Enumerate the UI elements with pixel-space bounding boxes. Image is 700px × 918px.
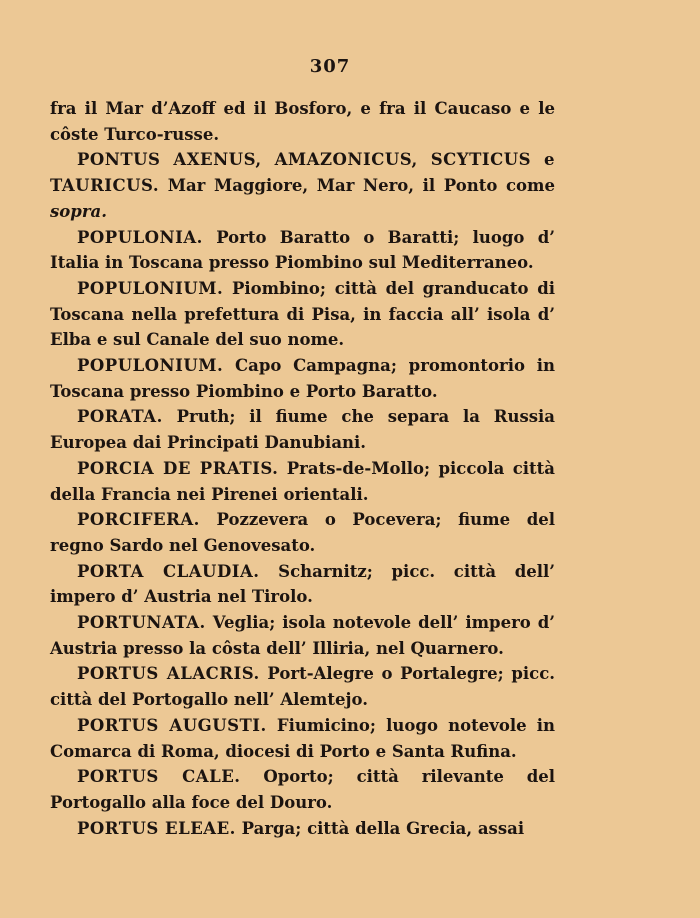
- entry-text: Fiumicino; luogo notevole in Comarca di Roma, diocesi di Porto e Santa Rufina.: [50, 715, 555, 761]
- page-number: 307: [309, 56, 351, 77]
- entry-text: Piombino; città del granducato di Toscana nella prefettura di Pisa, in faccia all’ isola d’ Elba e sul Canale del suo nome.: [50, 278, 555, 350]
- entry-headword: PORCIA DE PRATIS.: [77, 458, 279, 478]
- entry-text-italic: sopra.: [50, 201, 107, 221]
- entry-populonia: [50, 225, 555, 276]
- entry-text: Scharnitz; picc. città dell’ impero d’ Austria nel Tirolo.: [50, 561, 556, 607]
- entry-headword: PORATA.: [77, 407, 163, 427]
- entry-text: Pozzevera o Pocevera; fiume del regno Sardo nel Genovesato.: [50, 510, 555, 555]
- entry-porcia-de-pratis: [50, 456, 555, 507]
- entry-headword: PORTUS CALE.: [77, 767, 241, 787]
- entry-headword: PORCIFERA.: [77, 510, 200, 530]
- entry-headword: POPULONIUM.: [77, 356, 224, 376]
- entry-porcifera: [50, 507, 555, 558]
- entry-portus-alacris: [50, 661, 555, 712]
- entry-text: Mar Maggiore, Mar Nero, il Ponto come: [159, 176, 555, 196]
- entry-headword: PORTUS ELEAE.: [77, 818, 236, 838]
- entry-text: Prats-de-Mollo; piccola città della Francia nei Pirenei orientali.: [50, 458, 555, 504]
- entry-text: Capo Campagna; promontorio in Toscana presso Piombino e Porto Baratto.: [50, 356, 555, 401]
- entry-portus-eleae: [50, 816, 555, 842]
- entry-headword: POPULONIUM.: [77, 278, 224, 298]
- entry-headword: PONTUS AXENUS, AMAZONICUS, SCYTICUS e TAURICUS.: [50, 150, 555, 196]
- entry-headword: POPULONIA.: [77, 227, 203, 247]
- entry-text: Veglia; isola notevole dell’ impero d’ Austria presso la côsta dell’ Illiria, nel Quarnero.: [50, 613, 555, 658]
- entry-headword: PORTUS AUGUSTI.: [77, 715, 267, 735]
- entry-text: Parga; città della Grecia, assai: [235, 818, 525, 838]
- entry-populonium-1: [50, 276, 555, 353]
- entry-pontus-axenus: [50, 147, 555, 224]
- entry-text: fra il Mar d’Azoff ed il Bosforo, e fra il Caucaso e le côste Turco-russe.: [50, 99, 555, 144]
- entry-portunata: [50, 610, 555, 661]
- entry-headword: PORTA CLAUDIA.: [77, 561, 260, 581]
- entry-porta-claudia: [50, 559, 555, 610]
- entry-populonium-2: [50, 353, 555, 404]
- entry-continuation: [50, 96, 555, 147]
- dictionary-text: [50, 96, 555, 841]
- entry-headword: PORTUS ALACRIS.: [77, 664, 260, 684]
- entry-text: Pruth; il fiume che separa la Russia Europea dai Principati Danubiani.: [50, 407, 555, 453]
- entry-portus-cale: [50, 764, 555, 815]
- entry-headword: PORTUNATA.: [77, 613, 206, 633]
- entry-text: Port-Alegre o Portalegre; picc. città del Portogallo nell’ Alemtejo.: [50, 664, 555, 710]
- entry-text: Oporto; città rilevante del Portogallo alla foce del Douro.: [50, 767, 555, 812]
- entry-portus-augusti: [50, 713, 555, 764]
- entry-text: Porto Baratto o Baratti; luogo d’ Italia in Toscana presso Piombino sul Mediterraneo.: [50, 227, 555, 273]
- entry-porata: [50, 404, 555, 455]
